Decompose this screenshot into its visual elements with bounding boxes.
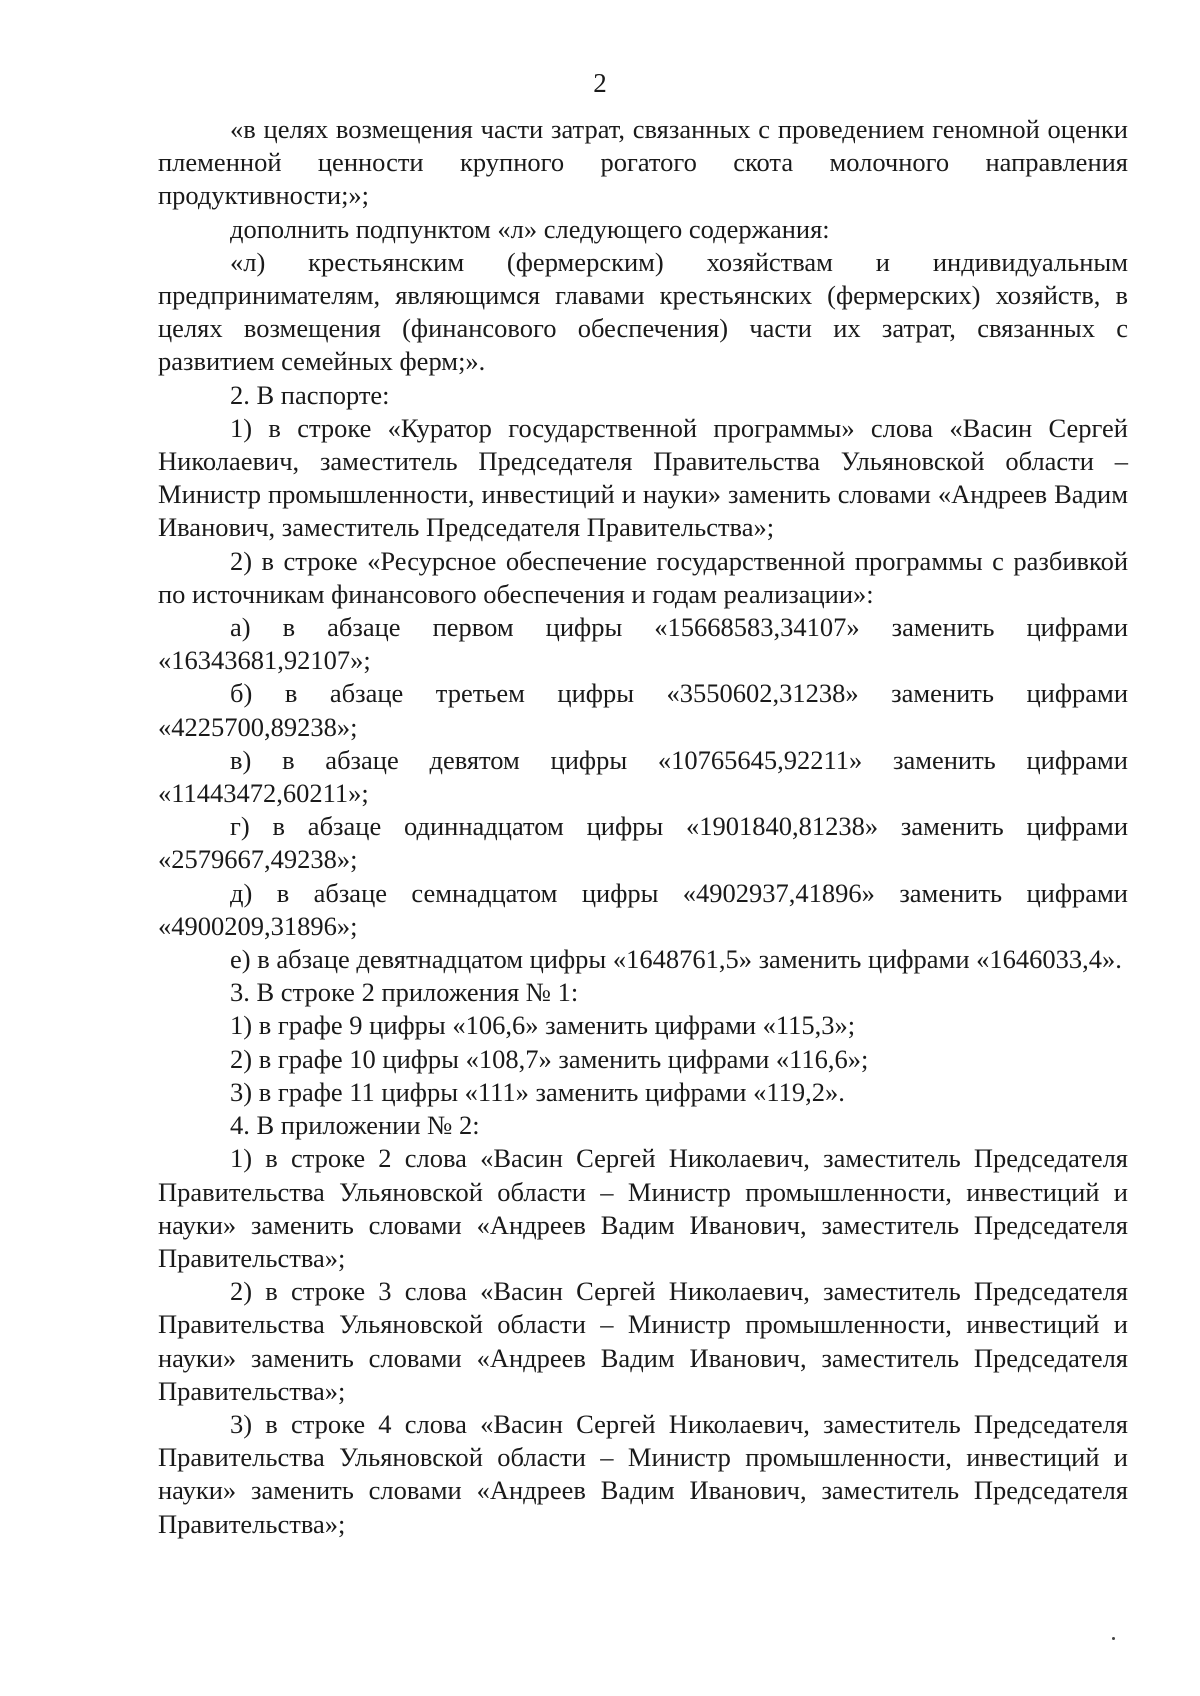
paragraph-subitem-a: а) в абзаце первом цифры «15668583,34107» заменить цифрами «16343681,92107»;	[158, 612, 1128, 676]
paragraph-section-2-item-1: 1) в строке «Куратор государственной программы» слова «Васин Сергей Николаевич, заместитель Председателя Правительства Ульяновской области – Министр промышленности, инвестиций и науки» заменить словами «Андреев Вадим Иванович, заместитель Председателя Правительства»;	[158, 412, 1128, 543]
paragraph-subitem-e: е) в абзаце девятнадцатом цифры «1648761,5» заменить цифрами «1646033,4».	[230, 944, 1122, 975]
paragraph-subitem-g: г) в абзаце одиннадцатом цифры «1901840,81238» заменить цифрами «2579667,49238»;	[158, 811, 1128, 875]
paragraph-section-4-item-1: 1) в строке 2 слова «Васин Сергей Николаевич, заместитель Председателя Правительства Ульяновской области – Министр промышленности, инвестиций и науки» заменить словами «Андреев Вадим Иванович, заместитель Председателя Правительства»;	[158, 1143, 1128, 1273]
paragraph-section-2-item-2: 2) в строке «Ресурсное обеспечение государственной программы с разбивкой по источникам финансового обеспечения и годам реализации»:	[158, 545, 1128, 609]
paragraph-subitem-d: д) в абзаце семнадцатом цифры «4902937,41896» заменить цифрами «4900209,31896»;	[158, 877, 1128, 941]
paragraph-add-subclause: дополнить подпунктом «л» следующего содержания:	[230, 213, 830, 244]
paragraph-section-3-item-2: 2) в графе 10 цифры «108,7» заменить цифрами «116,6»;	[230, 1043, 869, 1074]
paragraph-section-4-item-3: 3) в строке 4 слова «Васин Сергей Николаевич, заместитель Председателя Правительства Ульяновской области – Министр промышленности, инвестиций и науки» заменить словами «Андреев Вадим Иванович, заместитель Председателя Правительства»;	[158, 1408, 1128, 1539]
paragraph-subitem-v: в) в абзаце девятом цифры «10765645,92211» заменить цифрами «11443472,60211»;	[158, 744, 1128, 809]
paragraph-subitem-b: б) в абзаце третьем цифры «3550602,31238» заменить цифрами «4225700,89238»;	[158, 678, 1128, 742]
document-body	[158, 113, 1128, 1541]
paragraph-section-3-item-1: 1) в графе 9 цифры «106,6» заменить цифрами «115,3»;	[230, 1010, 856, 1041]
paragraph-section-3-item-3: 3) в графе 11 цифры «111» заменить цифрами «119,2».	[230, 1076, 845, 1107]
paragraph-section-2-heading: 2. В паспорте:	[230, 379, 390, 410]
paragraph-section-4-item-2: 2) в строке 3 слова «Васин Сергей Николаевич, заместитель Председателя Правительства Ульяновской области – Министр промышленности, инвестиций и науки» заменить словами «Андреев Вадим Иванович, заместитель Председателя Правительства»;	[158, 1276, 1128, 1406]
paragraph-quote-genomic-assessment: «в целях возмещения части затрат, связанных с проведением геномной оценки племенной ценности крупного рогатого скота молочного направления продуктивности;»;	[158, 114, 1128, 211]
paragraph-section-3-heading: 3. В строке 2 приложения № 1:	[230, 977, 579, 1008]
page-number: 2	[593, 68, 607, 98]
paragraph-section-4-heading: 4. В приложении № 2:	[230, 1110, 480, 1141]
scan-artifact-dot	[1112, 1637, 1115, 1640]
paragraph-subclause-l: «л) крестьянским (фермерским) хозяйствам и индивидуальным предпринимателям, являющимся главами крестьянских (фермерских) хозяйств, в целях возмещения (финансового обеспечения) части их затрат, связанных с развитием семейных ферм;».	[158, 246, 1128, 377]
